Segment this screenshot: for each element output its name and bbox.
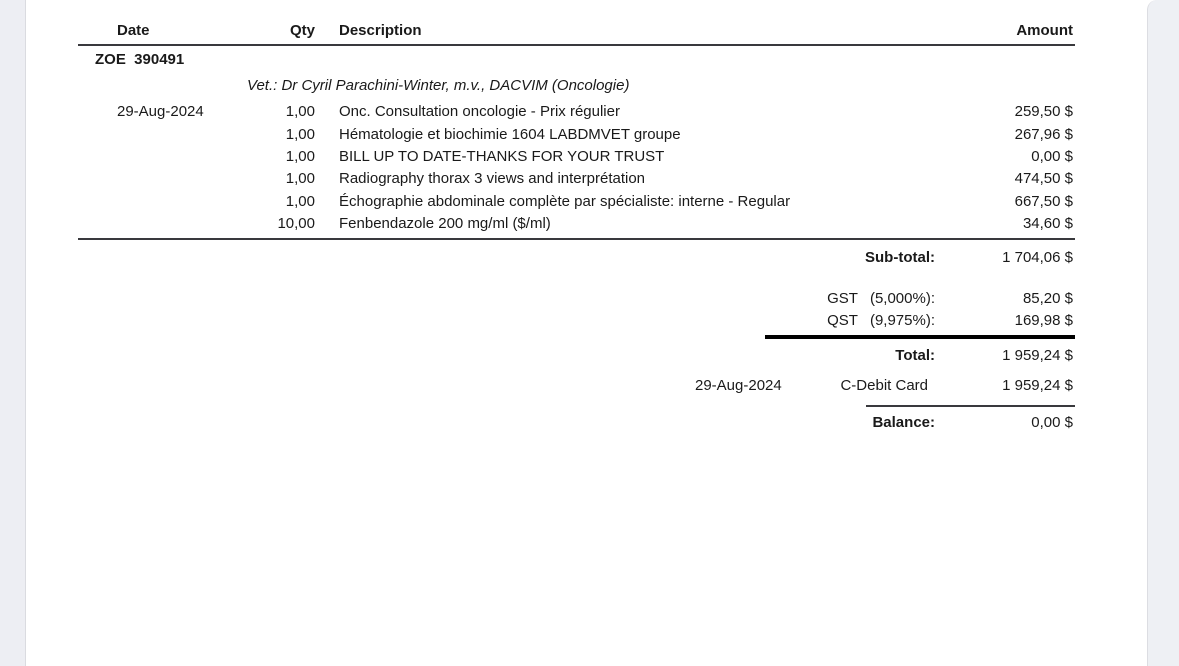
item-description: Échographie abdominale complète par spécialiste: interne - Regular: [339, 193, 791, 210]
subtotal-label: Sub-total:: [865, 249, 935, 266]
item-qty: 1,00: [285, 170, 315, 187]
item-amount: 267,96 $: [1014, 126, 1073, 143]
table-row: [78, 215, 1075, 233]
column-header-amount: Amount: [1016, 22, 1073, 39]
patient-code: ZOE 390491: [95, 51, 185, 68]
item-description: Radiography thorax 3 views and interprétation: [339, 170, 646, 187]
item-date: 29-Aug-2024: [117, 103, 204, 120]
payment-method: C-Debit Card: [840, 377, 928, 394]
payment-amount: 1 959,24 $: [1002, 377, 1073, 394]
items-rule: [78, 238, 1075, 240]
balance-rule: [866, 405, 1075, 407]
item-description: Hématologie et biochimie 1604 LABDMVET groupe: [339, 126, 681, 143]
table-row: [78, 126, 1075, 144]
total-value: 1 959,24 $: [1002, 347, 1073, 364]
gst-rate: (5,000%):: [869, 290, 935, 307]
item-qty: 1,00: [285, 193, 315, 210]
item-amount: 667,50 $: [1014, 193, 1073, 210]
total-rule: [765, 335, 1075, 339]
patient-row: [78, 51, 1075, 69]
qst-rate: (9,975%):: [869, 312, 935, 329]
table-row: [78, 103, 1075, 121]
qst-label: [700, 312, 935, 330]
item-qty: 1,00: [285, 103, 315, 120]
item-qty: 10,00: [277, 215, 315, 232]
item-amount: 34,60 $: [1022, 215, 1073, 232]
gst-name: GST: [827, 290, 858, 307]
vet-name: Vet.: Dr Cyril Parachini-Winter, m.v., DACVIM (Oncologie): [247, 77, 630, 94]
payment-date: 29-Aug-2024: [695, 377, 782, 394]
header-rule: [78, 44, 1075, 46]
table-header: [78, 22, 1075, 40]
column-header-date: Date: [117, 22, 150, 39]
qst-value: 169,98 $: [1014, 312, 1073, 329]
balance-value: 0,00 $: [1031, 414, 1073, 431]
item-description: Onc. Consultation oncologie - Prix régulier: [339, 103, 620, 120]
item-description: BILL UP TO DATE-THANKS FOR YOUR TRUST: [339, 148, 665, 165]
total-label: Total:: [895, 347, 935, 364]
qst-name: QST: [827, 312, 858, 329]
table-row: [78, 170, 1075, 188]
balance-label: Balance:: [872, 414, 935, 431]
column-header-qty: Qty: [289, 22, 315, 39]
gst-value: 85,20 $: [1022, 290, 1073, 307]
subtotal-value: 1 704,06 $: [1002, 249, 1073, 266]
item-description: Fenbendazole 200 mg/ml ($/ml): [339, 215, 551, 232]
item-amount: 259,50 $: [1014, 103, 1073, 120]
gst-label: [700, 290, 935, 308]
table-row: [78, 148, 1075, 166]
item-qty: 1,00: [285, 126, 315, 143]
vet-row: [78, 77, 1075, 95]
item-qty: 1,00: [285, 148, 315, 165]
item-amount: 0,00 $: [1031, 148, 1073, 165]
table-row: [78, 193, 1075, 211]
item-amount: 474,50 $: [1014, 170, 1073, 187]
column-header-description: Description: [339, 22, 422, 39]
